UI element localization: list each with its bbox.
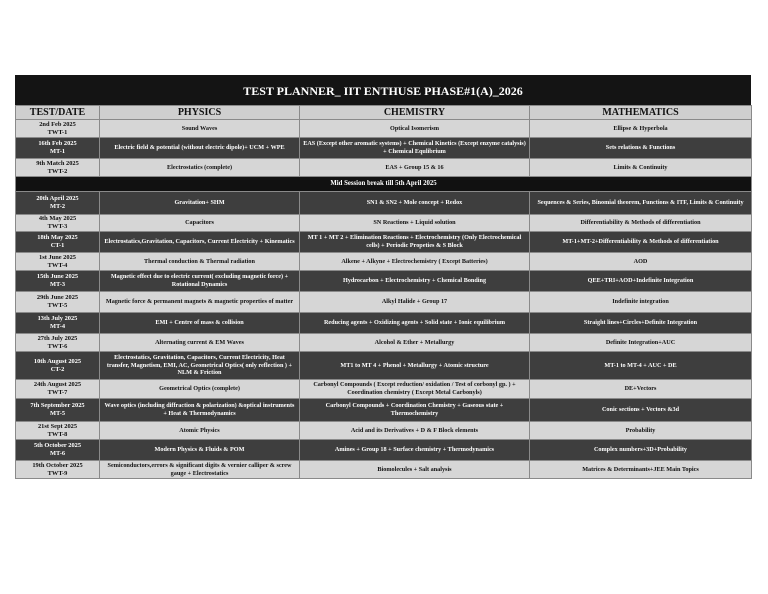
table-row: [16, 159, 752, 177]
test-date-cell: [16, 313, 100, 334]
chemistry-cell: Alcohol & Ether + Metallurgy: [300, 334, 530, 352]
physics-cell: Electrostatics,Gravitation, Capacitors, Current Electricity + Kinematics: [100, 232, 300, 253]
chemistry-cell: EAS + Group 15 & 16: [300, 159, 530, 177]
test-planner-table: [15, 75, 751, 479]
test-code: CT-1: [50, 242, 65, 249]
header-test-date: TEST/DATE: [16, 106, 100, 120]
test-date: 16th Feb 2025: [38, 140, 77, 148]
chemistry-cell: Biomolecules + Salt analysis: [300, 461, 530, 479]
test-date: 21st Sept 2025: [37, 422, 78, 430]
physics-cell: Sound Waves: [100, 120, 300, 138]
mathematics-cell: Sets relations & Functions: [530, 138, 752, 159]
physics-cell: Electric field & potential (without electric dipole)+ UCM + WPE: [100, 138, 300, 159]
test-code: TWT-5: [47, 302, 68, 309]
physics-cell: Modern Physics & Fluids & POM: [100, 440, 300, 461]
table-row: [16, 399, 752, 422]
test-code: MT-4: [49, 323, 66, 330]
mathematics-cell: AOD: [530, 253, 752, 271]
mathematics-cell: Complex numbers+3D+Probability: [530, 440, 752, 461]
mathematics-cell: MT-1 to MT-4 + AUC + DE: [530, 352, 752, 380]
header-chemistry: CHEMISTRY: [300, 106, 530, 120]
physics-cell: Gravitation+ SHM: [100, 192, 300, 215]
table-row: [16, 138, 752, 159]
test-date: 15th June 2025: [36, 273, 79, 281]
chemistry-cell: Hydrocarbon + Electrochemistry + Chemical Bonding: [300, 271, 530, 292]
physics-cell: Electrostatics, Gravitation, Capacitors, Current Electricity, Heat transfer, Magnetism, EMI, AC, Geometrical Optics( only reflection ) + NLM & Friction: [100, 352, 300, 380]
test-date: 1st June 2025: [39, 253, 76, 261]
session-break-row: [16, 177, 752, 192]
test-date: 27th July 2025: [37, 334, 78, 342]
test-date: 19th October 2025: [32, 461, 83, 469]
test-date: 13th July 2025: [37, 315, 78, 323]
mathematics-cell: Matrices & Determinants+JEE Main Topics: [530, 461, 752, 479]
physics-cell: Semiconductors,errors & significant digits & vernier calliper & screw gauge + Electrostatics: [100, 461, 300, 479]
physics-cell: Alternating current & EM Waves: [100, 334, 300, 352]
mathematics-cell: Sequences & Series, Binomial theorem, Functions & ITF, Limits & Continuity: [530, 192, 752, 215]
test-date: 18th May 2025: [37, 234, 78, 242]
test-code: MT-6: [49, 450, 66, 457]
test-date: 5th October 2025: [33, 442, 82, 450]
chemistry-cell: Acid and its Derivatives + D & F Block elements: [300, 422, 530, 440]
table-row: [16, 120, 752, 138]
test-date: 24th August 2025: [33, 381, 82, 389]
mathematics-cell: Differentiability & Methods of differentiation: [530, 215, 752, 232]
test-date-cell: [16, 271, 100, 292]
chemistry-cell: Amines + Group 18 + Surface chemistry + Thermodynamics: [300, 440, 530, 461]
chemistry-cell: MT 1 + MT 2 + Elimination Reactions + Electrochemistry (Only Electrochemical cells) + Periodic Propeties & S Block: [300, 232, 530, 253]
mathematics-cell: MT-1+MT-2+Differentiability & Methods of differentiation: [530, 232, 752, 253]
table-row: [16, 334, 752, 352]
test-date-cell: [16, 138, 100, 159]
test-date: 20th April 2025: [36, 195, 79, 203]
table-row: [16, 380, 752, 399]
chemistry-cell: SN Reactions + Liquid solution: [300, 215, 530, 232]
table-row: [16, 232, 752, 253]
test-date-cell: [16, 380, 100, 399]
table-row: [16, 215, 752, 232]
test-date-cell: [16, 159, 100, 177]
table-row: [16, 192, 752, 215]
test-code: MT-2: [49, 203, 66, 210]
test-code: TWT-9: [47, 469, 68, 477]
test-date-cell: [16, 215, 100, 232]
chemistry-cell: Optical Isomerism: [300, 120, 530, 138]
header-physics: PHYSICS: [100, 106, 300, 120]
table-row: [16, 440, 752, 461]
test-date: 2nd Feb 2025: [39, 120, 76, 128]
table-row: [16, 422, 752, 440]
mathematics-cell: Ellipse & Hyperbola: [530, 120, 752, 138]
test-date-cell: [16, 232, 100, 253]
physics-cell: Wave optics (including diffraction & polarization) &optical instruments + Heat & Thermodynamics: [100, 399, 300, 422]
chemistry-cell: MT1 to MT 4 + Phenol + Metallurgy + Atomic structure: [300, 352, 530, 380]
chemistry-cell: EAS (Except other aromatic systems) + Chemical Kinetics (Except enzyme catalysis) + Chemical Equlibrium: [300, 138, 530, 159]
test-date-cell: [16, 352, 100, 380]
test-code: TWT-3: [47, 223, 68, 230]
mathematics-cell: Straight lines+Circles+Definite Integration: [530, 313, 752, 334]
mathematics-cell: Indefinite integration: [530, 292, 752, 313]
mathematics-cell: QEE+TRI+AOD+Indefinite Integration: [530, 271, 752, 292]
chemistry-cell: Carbonyl Compounds + Coordination Chemistry + Gaseous state + Thermochemistry: [300, 399, 530, 422]
physics-cell: EMI + Centre of mass & collision: [100, 313, 300, 334]
table-row: [16, 271, 752, 292]
table-row: [16, 352, 752, 380]
table-row: [16, 313, 752, 334]
test-code: TWT-2: [47, 167, 68, 175]
mathematics-cell: DE+Vectors: [530, 380, 752, 399]
mathematics-cell: Conic sections + Vectors &3d: [530, 399, 752, 422]
session-break-text: Mid Session break till 5th April 2025: [16, 177, 752, 192]
header-row: [16, 106, 752, 120]
test-date-cell: [16, 334, 100, 352]
physics-cell: Thermal conduction & Thermal radiation: [100, 253, 300, 271]
mathematics-cell: Limits & Continuity: [530, 159, 752, 177]
physics-cell: Capacitors: [100, 215, 300, 232]
test-date: 7th September 2025: [30, 402, 85, 410]
table-row: [16, 253, 752, 271]
test-code: TWT-4: [47, 261, 68, 269]
mathematics-cell: Probability: [530, 422, 752, 440]
test-code: MT-3: [49, 281, 66, 288]
planner-title: TEST PLANNER_ IIT ENTHUSE PHASE#1(A)_2026: [15, 75, 751, 105]
test-date-cell: [16, 440, 100, 461]
chemistry-cell: SN1 & SN2 + Mole concept + Redox: [300, 192, 530, 215]
test-code: TWT-8: [47, 430, 68, 438]
test-date: 29th June 2025: [36, 294, 79, 302]
test-date-cell: [16, 461, 100, 479]
test-date-cell: [16, 120, 100, 138]
header-mathematics: MATHEMATICS: [530, 106, 752, 120]
chemistry-cell: Alkene + Alkyne + Electrochemistry ( Except Batteries): [300, 253, 530, 271]
chemistry-cell: Carbonyl Compounds ( Except reduction/ oxidation / Test of corbonyl gp. ) + Coordination chemistry ( Except Metal Carbonyls): [300, 380, 530, 399]
mathematics-cell: Definite Integration+AUC: [530, 334, 752, 352]
test-code: MT-1: [49, 148, 66, 155]
table-row: [16, 461, 752, 479]
physics-cell: Magnetic effect due to electric current( excluding magnetic force) + Rotational Dynamics: [100, 271, 300, 292]
test-date-cell: [16, 399, 100, 422]
physics-cell: Electrostatics (complete): [100, 159, 300, 177]
test-code: CT-2: [50, 365, 65, 373]
physics-cell: Geometrical Optics (complete): [100, 380, 300, 399]
test-date: 10th August 2025: [33, 357, 82, 365]
chemistry-cell: Alkyl Halide + Group 17: [300, 292, 530, 313]
test-date-cell: [16, 422, 100, 440]
chemistry-cell: Reducing agents + Oxidizing agents + Solid state + Ionic equilibrium: [300, 313, 530, 334]
test-code: TWT-7: [47, 389, 68, 396]
test-date-cell: [16, 192, 100, 215]
test-code: MT-5: [49, 410, 66, 417]
test-code: TWT-1: [47, 128, 68, 136]
test-code: TWT-6: [47, 342, 68, 350]
physics-cell: Magnetic force & permanent magnets & magnetic properties of matter: [100, 292, 300, 313]
test-date-cell: [16, 253, 100, 271]
test-date: 4th May 2025: [38, 215, 77, 223]
test-date-cell: [16, 292, 100, 313]
test-date: 9th Match 2025: [36, 159, 79, 167]
table-row: [16, 292, 752, 313]
physics-cell: Atomic Physics: [100, 422, 300, 440]
